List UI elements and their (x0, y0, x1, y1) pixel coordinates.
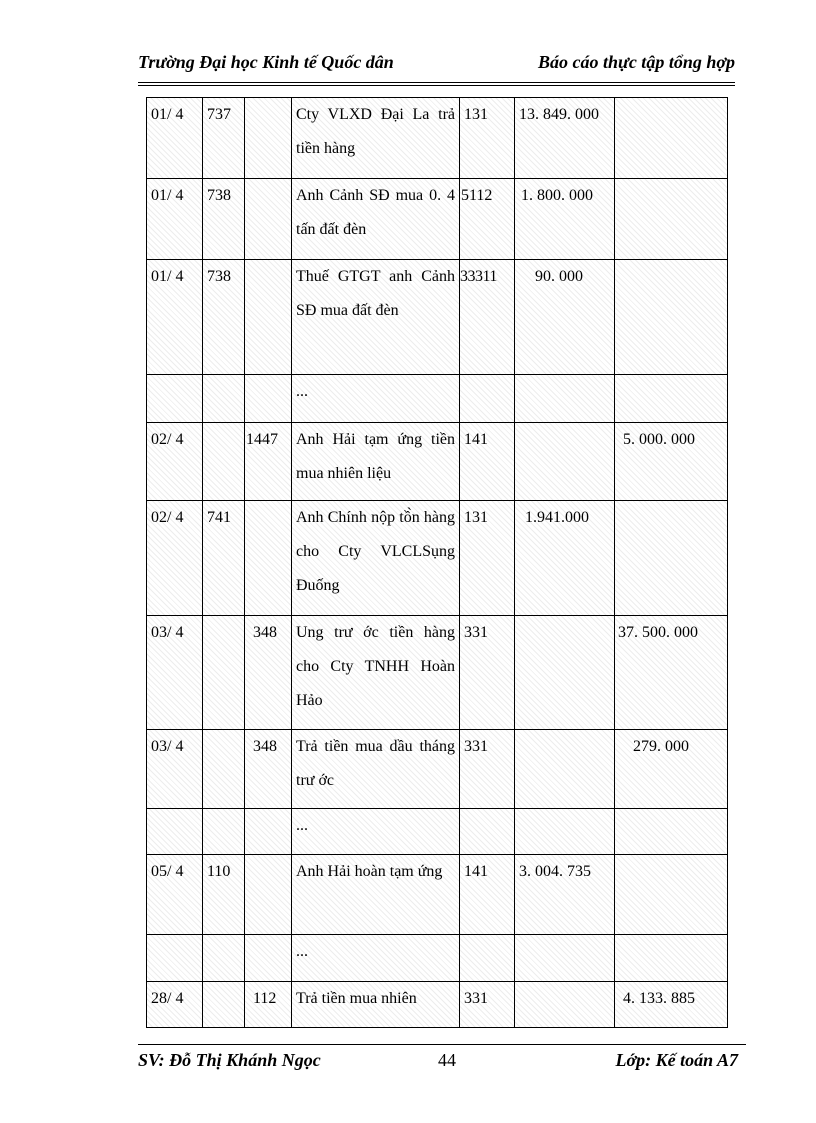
credit-cell: 4. 133. 885 (615, 982, 728, 1028)
credit-cell: 5. 000. 000 (615, 423, 728, 501)
receipt-number-cell: 741 (203, 501, 245, 616)
description-cell: Anh Hải tạm ứng tiền mua nhiên liệu (292, 423, 460, 501)
account-cell (460, 809, 515, 855)
page-footer (138, 1050, 746, 1076)
description-cell: Cty VLXD Đại La trả tiền hàng (292, 98, 460, 179)
description-cell: Anh Chính nộp tồ̀n hàng cho Cty VLCLSụng Đuống (292, 501, 460, 616)
receipt-number-cell (203, 423, 245, 501)
student-name: SV: Đỗ Thị Khánh Ngọc (138, 1050, 321, 1070)
credit-cell (615, 98, 728, 179)
table-row (147, 179, 728, 260)
debit-cell (515, 730, 615, 809)
description-cell: Trả tiền mua nhiên (292, 982, 460, 1028)
account-cell: 141 (460, 423, 515, 501)
payment-number-cell (245, 809, 292, 855)
table-row (147, 423, 728, 501)
credit-cell (615, 260, 728, 375)
header-divider (138, 82, 735, 86)
debit-cell: 90. 000 (515, 260, 615, 375)
account-cell: 331 (460, 982, 515, 1028)
account-cell (460, 935, 515, 982)
payment-number-cell: 348 (245, 730, 292, 809)
description-cell: Ung trư ớc tiền hàng cho Cty TNHH Hoàn Hảo (292, 616, 460, 730)
account-cell: 33311 (460, 260, 515, 375)
account-cell: 331 (460, 616, 515, 730)
receipt-number-cell: 738 (203, 179, 245, 260)
payment-number-cell: 348 (245, 616, 292, 730)
date-cell: 01/ 4 (147, 260, 203, 375)
payment-number-cell: 112 (245, 982, 292, 1028)
description-cell: Anh Cảnh SĐ mua 0. 4 tấn đất đèn (292, 179, 460, 260)
payment-number-cell (245, 260, 292, 375)
debit-cell (515, 809, 615, 855)
table-row (147, 260, 728, 375)
debit-cell (515, 423, 615, 501)
payment-number-cell (245, 935, 292, 982)
receipt-number-cell (203, 982, 245, 1028)
receipt-number-cell: 738 (203, 260, 245, 375)
date-cell: 02/ 4 (147, 423, 203, 501)
university-name: Trường Đại học Kinh tế Quốc dân (138, 52, 394, 72)
table-row (147, 809, 728, 855)
receipt-number-cell (203, 809, 245, 855)
date-cell: 02/ 4 (147, 501, 203, 616)
account-cell (460, 375, 515, 423)
credit-cell: 279. 000 (615, 730, 728, 809)
date-cell: 05/ 4 (147, 855, 203, 935)
account-cell: 5112 (460, 179, 515, 260)
date-cell: 28/ 4 (147, 982, 203, 1028)
ledger-table (146, 97, 728, 1028)
debit-cell (515, 982, 615, 1028)
page-header (138, 52, 735, 78)
debit-cell (515, 935, 615, 982)
date-cell (147, 375, 203, 423)
footer-divider (138, 1044, 746, 1045)
account-cell: 131 (460, 98, 515, 179)
debit-cell: 1.941.000 (515, 501, 615, 616)
debit-cell (515, 616, 615, 730)
debit-cell: 1. 800. 000 (515, 179, 615, 260)
receipt-number-cell: 737 (203, 98, 245, 179)
account-cell: 331 (460, 730, 515, 809)
table-row (147, 730, 728, 809)
table-row (147, 501, 728, 616)
description-cell: Thuế GTGT anh Cảnh SĐ mua đất đèn (292, 260, 460, 375)
date-cell: 03/ 4 (147, 616, 203, 730)
description-cell: ... (292, 935, 460, 982)
page-number: 44 (438, 1050, 456, 1070)
table-row (147, 616, 728, 730)
table-row (147, 982, 728, 1028)
debit-cell (515, 375, 615, 423)
table-row (147, 375, 728, 423)
account-cell: 141 (460, 855, 515, 935)
date-cell: 03/ 4 (147, 730, 203, 809)
payment-number-cell (245, 501, 292, 616)
credit-cell (615, 855, 728, 935)
payment-number-cell (245, 98, 292, 179)
credit-cell (615, 179, 728, 260)
class-name: Lớp: Kế toán A7 (615, 1050, 738, 1070)
description-cell: ... (292, 809, 460, 855)
date-cell (147, 809, 203, 855)
credit-cell (615, 935, 728, 982)
receipt-number-cell (203, 375, 245, 423)
payment-number-cell (245, 375, 292, 423)
description-cell: Trả tiền mua dầu tháng trư ớc (292, 730, 460, 809)
report-title: Báo cáo thực tập tổng hợp (538, 52, 735, 72)
receipt-number-cell (203, 935, 245, 982)
credit-cell (615, 375, 728, 423)
receipt-number-cell (203, 616, 245, 730)
date-cell: 01/ 4 (147, 179, 203, 260)
account-cell: 131 (460, 501, 515, 616)
table-row (147, 855, 728, 935)
credit-cell (615, 809, 728, 855)
payment-number-cell (245, 179, 292, 260)
description-cell: ... (292, 375, 460, 423)
credit-cell (615, 501, 728, 616)
receipt-number-cell (203, 730, 245, 809)
receipt-number-cell: 110 (203, 855, 245, 935)
credit-cell: 37. 500. 000 (615, 616, 728, 730)
description-cell: Anh Hải hoàn tạm ứng (292, 855, 460, 935)
table-row (147, 935, 728, 982)
payment-number-cell: 1447 (245, 423, 292, 501)
debit-cell: 3. 004. 735 (515, 855, 615, 935)
date-cell (147, 935, 203, 982)
table-row (147, 98, 728, 179)
date-cell: 01/ 4 (147, 98, 203, 179)
debit-cell: 13. 849. 000 (515, 98, 615, 179)
payment-number-cell (245, 855, 292, 935)
